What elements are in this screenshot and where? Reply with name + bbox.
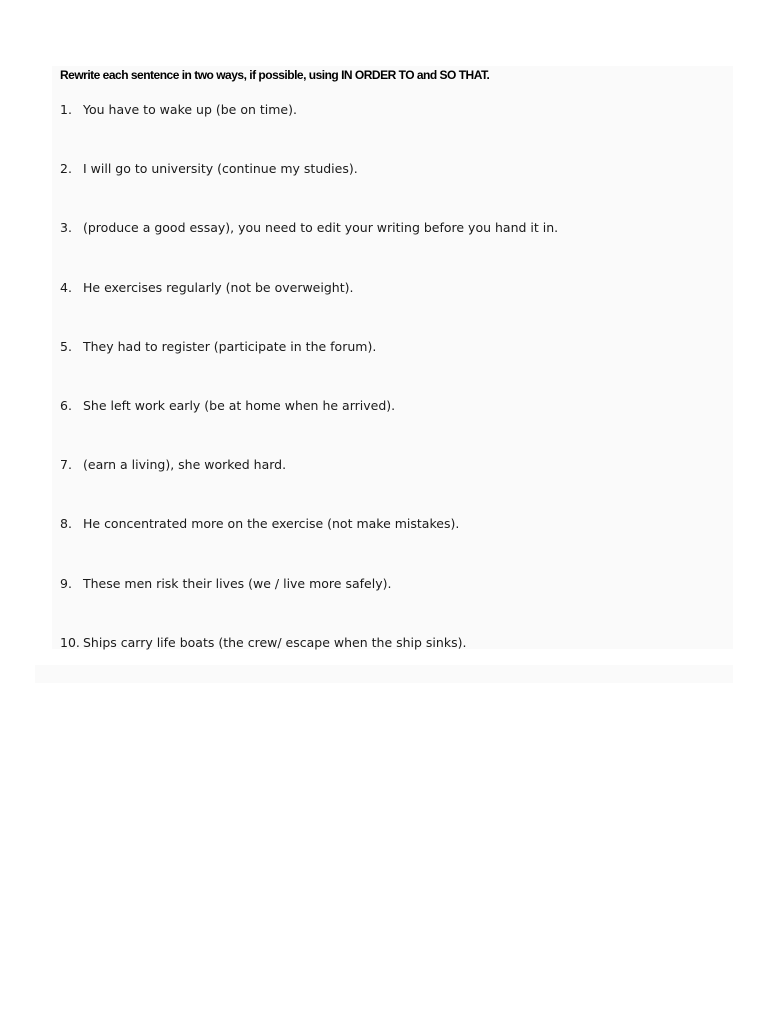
exercise-item-4 [60, 279, 558, 338]
item-text: He exercises regularly (not be overweight). [83, 279, 354, 295]
item-number: 6. [60, 397, 72, 413]
item-number: 7. [60, 457, 72, 473]
item-number: 5. [60, 338, 72, 354]
item-text: She left work early (be at home when he arrived). [83, 397, 396, 413]
exercise-item-5 [60, 338, 558, 397]
exercise-list [60, 101, 558, 693]
item-text: I will go to university (continue my studies). [83, 161, 358, 177]
exercise-item-1 [60, 101, 558, 160]
worksheet-instruction: Rewrite each sentence in two ways, if possible, using IN ORDER TO and SO THAT. [60, 68, 490, 82]
item-text: (produce a good essay), you need to edit your writing before you hand it in. [83, 220, 559, 236]
item-text: They had to register (participate in the forum). [83, 338, 377, 354]
exercise-item-10 [60, 634, 558, 693]
exercise-item-9 [60, 575, 558, 634]
item-text: (earn a living), she worked hard. [83, 457, 287, 473]
item-number: 4. [60, 279, 72, 295]
item-number: 9. [60, 575, 72, 591]
exercise-item-3 [60, 219, 558, 278]
item-text: Ships carry life boats (the crew/ escape when the ship sinks). [83, 634, 467, 650]
item-number: 8. [60, 516, 72, 532]
exercise-item-2 [60, 160, 558, 219]
item-text: These men risk their lives (we / live more safely). [83, 575, 392, 591]
exercise-item-7 [60, 456, 558, 515]
item-text: You have to wake up (be on time). [83, 102, 297, 117]
item-text: He concentrated more on the exercise (not make mistakes). [83, 516, 460, 532]
item-number: 1. [60, 102, 72, 117]
item-number: 2. [60, 161, 72, 177]
exercise-item-8 [60, 515, 558, 574]
item-number: 10. [60, 634, 80, 650]
exercise-item-6 [60, 397, 558, 456]
item-number: 3. [60, 220, 72, 236]
